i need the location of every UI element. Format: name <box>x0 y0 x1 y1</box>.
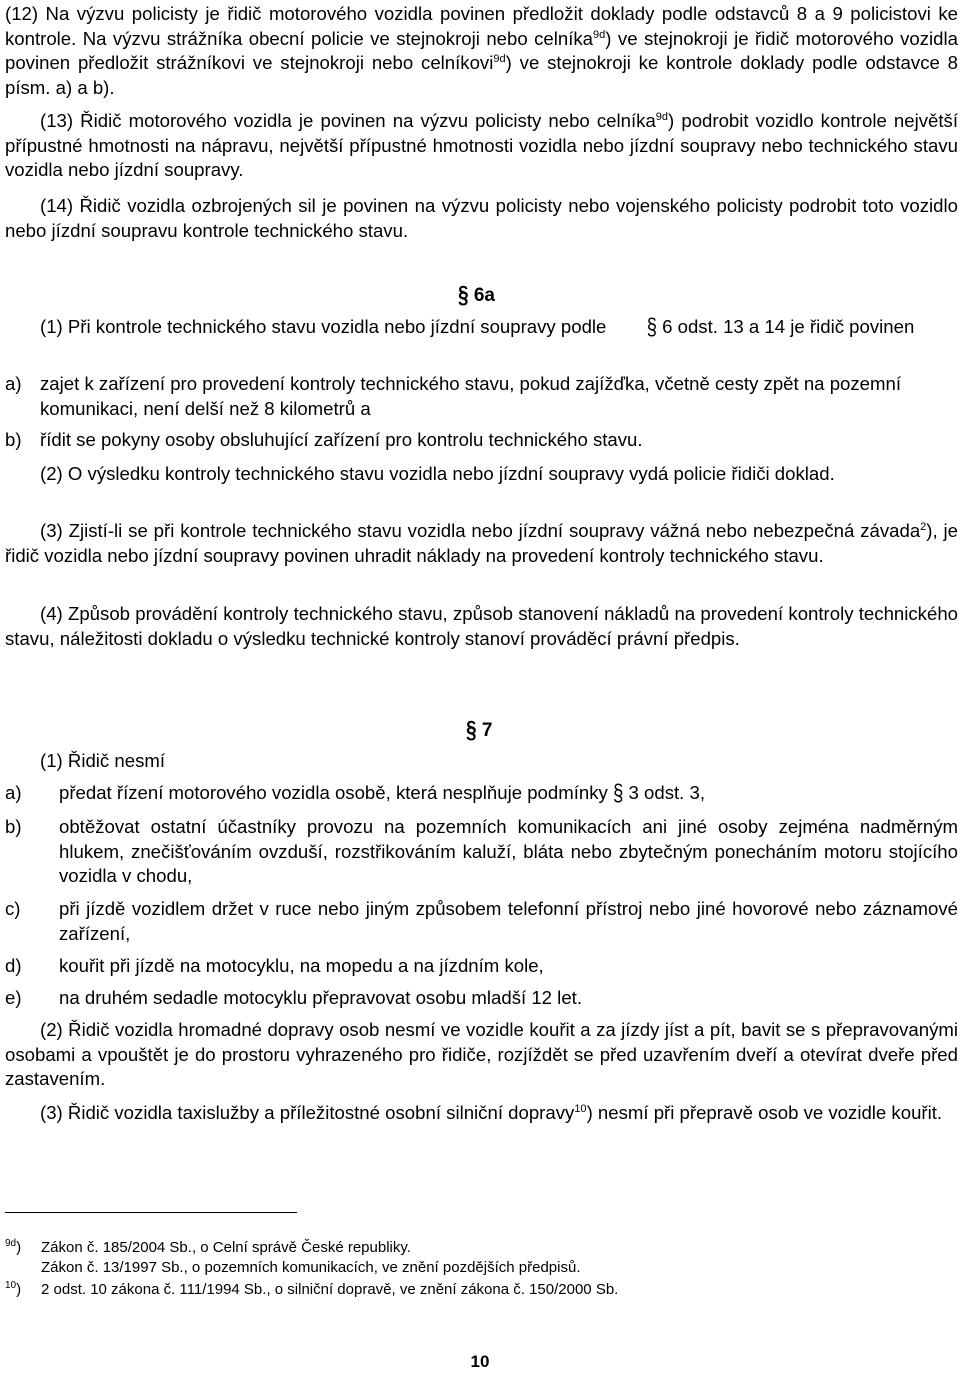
footnote-number: 10 <box>5 1280 17 1291</box>
footnote-text: Zákon č. 13/1997 Sb., o pozemních komunikacích, ve znění pozdějších předpisů. <box>41 1259 581 1276</box>
list-item <box>5 428 958 453</box>
footnote-bracket: ) <box>16 1239 22 1256</box>
section-7-paragraph-3 <box>5 1101 958 1126</box>
list-item <box>5 986 958 1011</box>
paragraph-text: (13) Řidič motorového vozidla je povinen na výzvu policisty nebo celníka <box>40 110 656 131</box>
page-number: 10 <box>470 1352 490 1371</box>
footnote-bracket: ) <box>16 1281 22 1298</box>
section-6a-paragraph-1 <box>5 315 958 340</box>
footnote-text: 2 odst. 10 zákona č. 111/1994 Sb., o silniční dopravě, ve znění zákona č. 150/2000 Sb. <box>41 1281 619 1298</box>
list-item-text-part: předat řízení motorového vozidla osobě, která nesplňuje podmínky <box>59 782 608 803</box>
section-symbol: § <box>613 779 624 806</box>
paragraph-text: ) ve stejnokroji je řidič motorového vozidla povinen předložit strážníkovi ve stejnokroji nebo celníkovi <box>5 27 958 73</box>
footnote-mark <box>5 1238 21 1258</box>
section-symbol: § <box>646 313 657 340</box>
footnote-mark <box>5 1280 21 1300</box>
list-item <box>5 897 958 947</box>
list-item-label: b) <box>5 816 22 837</box>
list-item-label: d) <box>5 955 22 976</box>
paragraph-text: ) podrobit vozidlo kontrole největší přípustné hmotnosti na nápravu, největší přípustné hmotnosti vozidla nebo jízdní soupravy nebo technického stavu vozidla nebo jízdní soupravy. <box>5 110 958 180</box>
footnote-text: Zákon č. 185/2004 Sb., o Celní správě České republiky. <box>41 1239 411 1256</box>
list-item <box>5 372 958 422</box>
section-6a-paragraph-4 <box>5 602 958 651</box>
list-item-text: zajet k zařízení pro provedení kontroly technického stavu, pokud zajížďka, včetně cesty zpět na pozemní komunikaci, není delší než 8 kilometrů a <box>40 373 902 419</box>
list-item-text: na druhém sedadle motocyklu přepravovat osobu mladší 12 let. <box>59 987 582 1008</box>
paragraph-text: ) nesmí při přepravě osob ve vozidle kouřit. <box>586 1102 943 1123</box>
list-item-text: při jízdě vozidlem držet v ruce nebo jiným způsobem telefonní přístroj nebo jiné hovorové nebo záznamové zařízení, <box>59 898 958 944</box>
paragraph-text: (3) Řidič vozidla taxislužby a příležitostné osobní silniční dopravy <box>40 1102 575 1123</box>
section-6a-paragraph-2 <box>5 462 958 487</box>
list-item-text: kouřit při jízdě na motocyklu, na mopedu a na jízdním kole, <box>59 955 544 976</box>
paragraph-text: (4) Způsob provádění kontroly technického stavu, způsob stanovení nákladů na provedení kontroly technického stavu, náležitosti dokladu o výsledku technické kontroly stanoví prováděcí právní předpis. <box>5 603 958 649</box>
paragraph-text: (2) Řidič vozidla hromadné dopravy osob nesmí ve vozidle kouřit a za jízdy jíst a pít, bavit se s přepravovanými osobami a vpouštět je do prostoru vyhrazeného pro řidiče, rozjíždět se před uzavřením dveří a otevírat dveře před zastavením. <box>5 1019 958 1089</box>
footnote-ref[interactable]: 10 <box>574 1103 587 1115</box>
list-item-label: b) <box>5 429 22 450</box>
footnote-ref[interactable]: 2 <box>920 521 927 533</box>
list-item <box>5 781 958 806</box>
list-item-label: a) <box>5 373 22 394</box>
footnote-ref[interactable]: 9d <box>493 53 506 65</box>
paragraph-text: (2) O výsledku kontroly technického stavu vozidla nebo jízdní soupravy vydá policie řidiči doklad. <box>40 463 835 484</box>
section-symbol: § <box>466 717 477 744</box>
list-item-label: e) <box>5 987 22 1008</box>
section-heading-6a <box>458 284 495 308</box>
list-item <box>5 815 958 890</box>
paragraph-text: ) ve stejnokroji ke kontrole doklady podle odstavce 8 písm. a) a b). <box>5 52 959 98</box>
footnote-ref[interactable]: 9d <box>655 111 669 123</box>
list-item-text <box>59 781 958 806</box>
section-6a-paragraph-3 <box>5 519 958 568</box>
paragraph-text: (12) Na výzvu policisty je řidič motorového vozidla povinen předložit doklady podle odstavců 8 a 9 policistovi ke kontrole. Na výzvu strážníka obecní policie ve stejnokroji nebo celníka <box>5 3 958 49</box>
list-item-text: řídit se pokyny osoby obsluhující zařízení pro kontrolu technického stavu. <box>40 429 643 450</box>
paragraph-13 <box>5 109 958 183</box>
paragraph-text: 6 odst. 13 a 14 je řidič povinen <box>662 316 915 337</box>
list-item-text-part: 3 odst. 3, <box>628 782 706 803</box>
list-item <box>5 954 958 979</box>
footnote-ref[interactable]: 9d <box>593 28 606 41</box>
paragraph-14 <box>5 194 958 243</box>
section-symbol: § <box>458 282 469 309</box>
section-heading-7 <box>466 719 492 743</box>
list-item-label: a) <box>5 782 22 803</box>
list-item-label: c) <box>5 898 21 919</box>
paragraph-text: (14) Řidič vozidla ozbrojených sil je povinen na výzvu policisty nebo vojenského policisty podrobit toto vozidlo nebo jízdní soupravu kontrole technického stavu. <box>5 195 958 241</box>
paragraph-text: ), je řidič vozidla nebo jízdní soupravy povinen uhradit náklady na provedení kontroly technického stavu. <box>5 520 958 566</box>
footnote-separator <box>5 1212 297 1213</box>
paragraph-text: (1) Při kontrole technického stavu vozidla nebo jízdní soupravy podle <box>40 316 607 337</box>
paragraph-12 <box>5 2 958 100</box>
section-7-paragraph-2 <box>5 1018 958 1092</box>
paragraph-text: (3) Zjistí-li se při kontrole technického stavu vozidla nebo jízdní soupravy vážná nebo nebezpečná závada <box>40 520 921 541</box>
section-number: 7 <box>481 720 493 741</box>
footnote-number: 9d <box>5 1238 17 1249</box>
section-7-paragraph-1: (1) Řidič nesmí <box>40 750 166 771</box>
list-item-text: obtěžovat ostatní účastníky provozu na pozemních komunikacích ani jiné osoby zejména nadměrným hlukem, znečišťováním ovzduší, rozstřikováním kaluží, bláta nebo zbytečným ponecháním motoru stojícího vozidla v chodu, <box>59 816 958 886</box>
section-number: 6a <box>473 285 495 306</box>
